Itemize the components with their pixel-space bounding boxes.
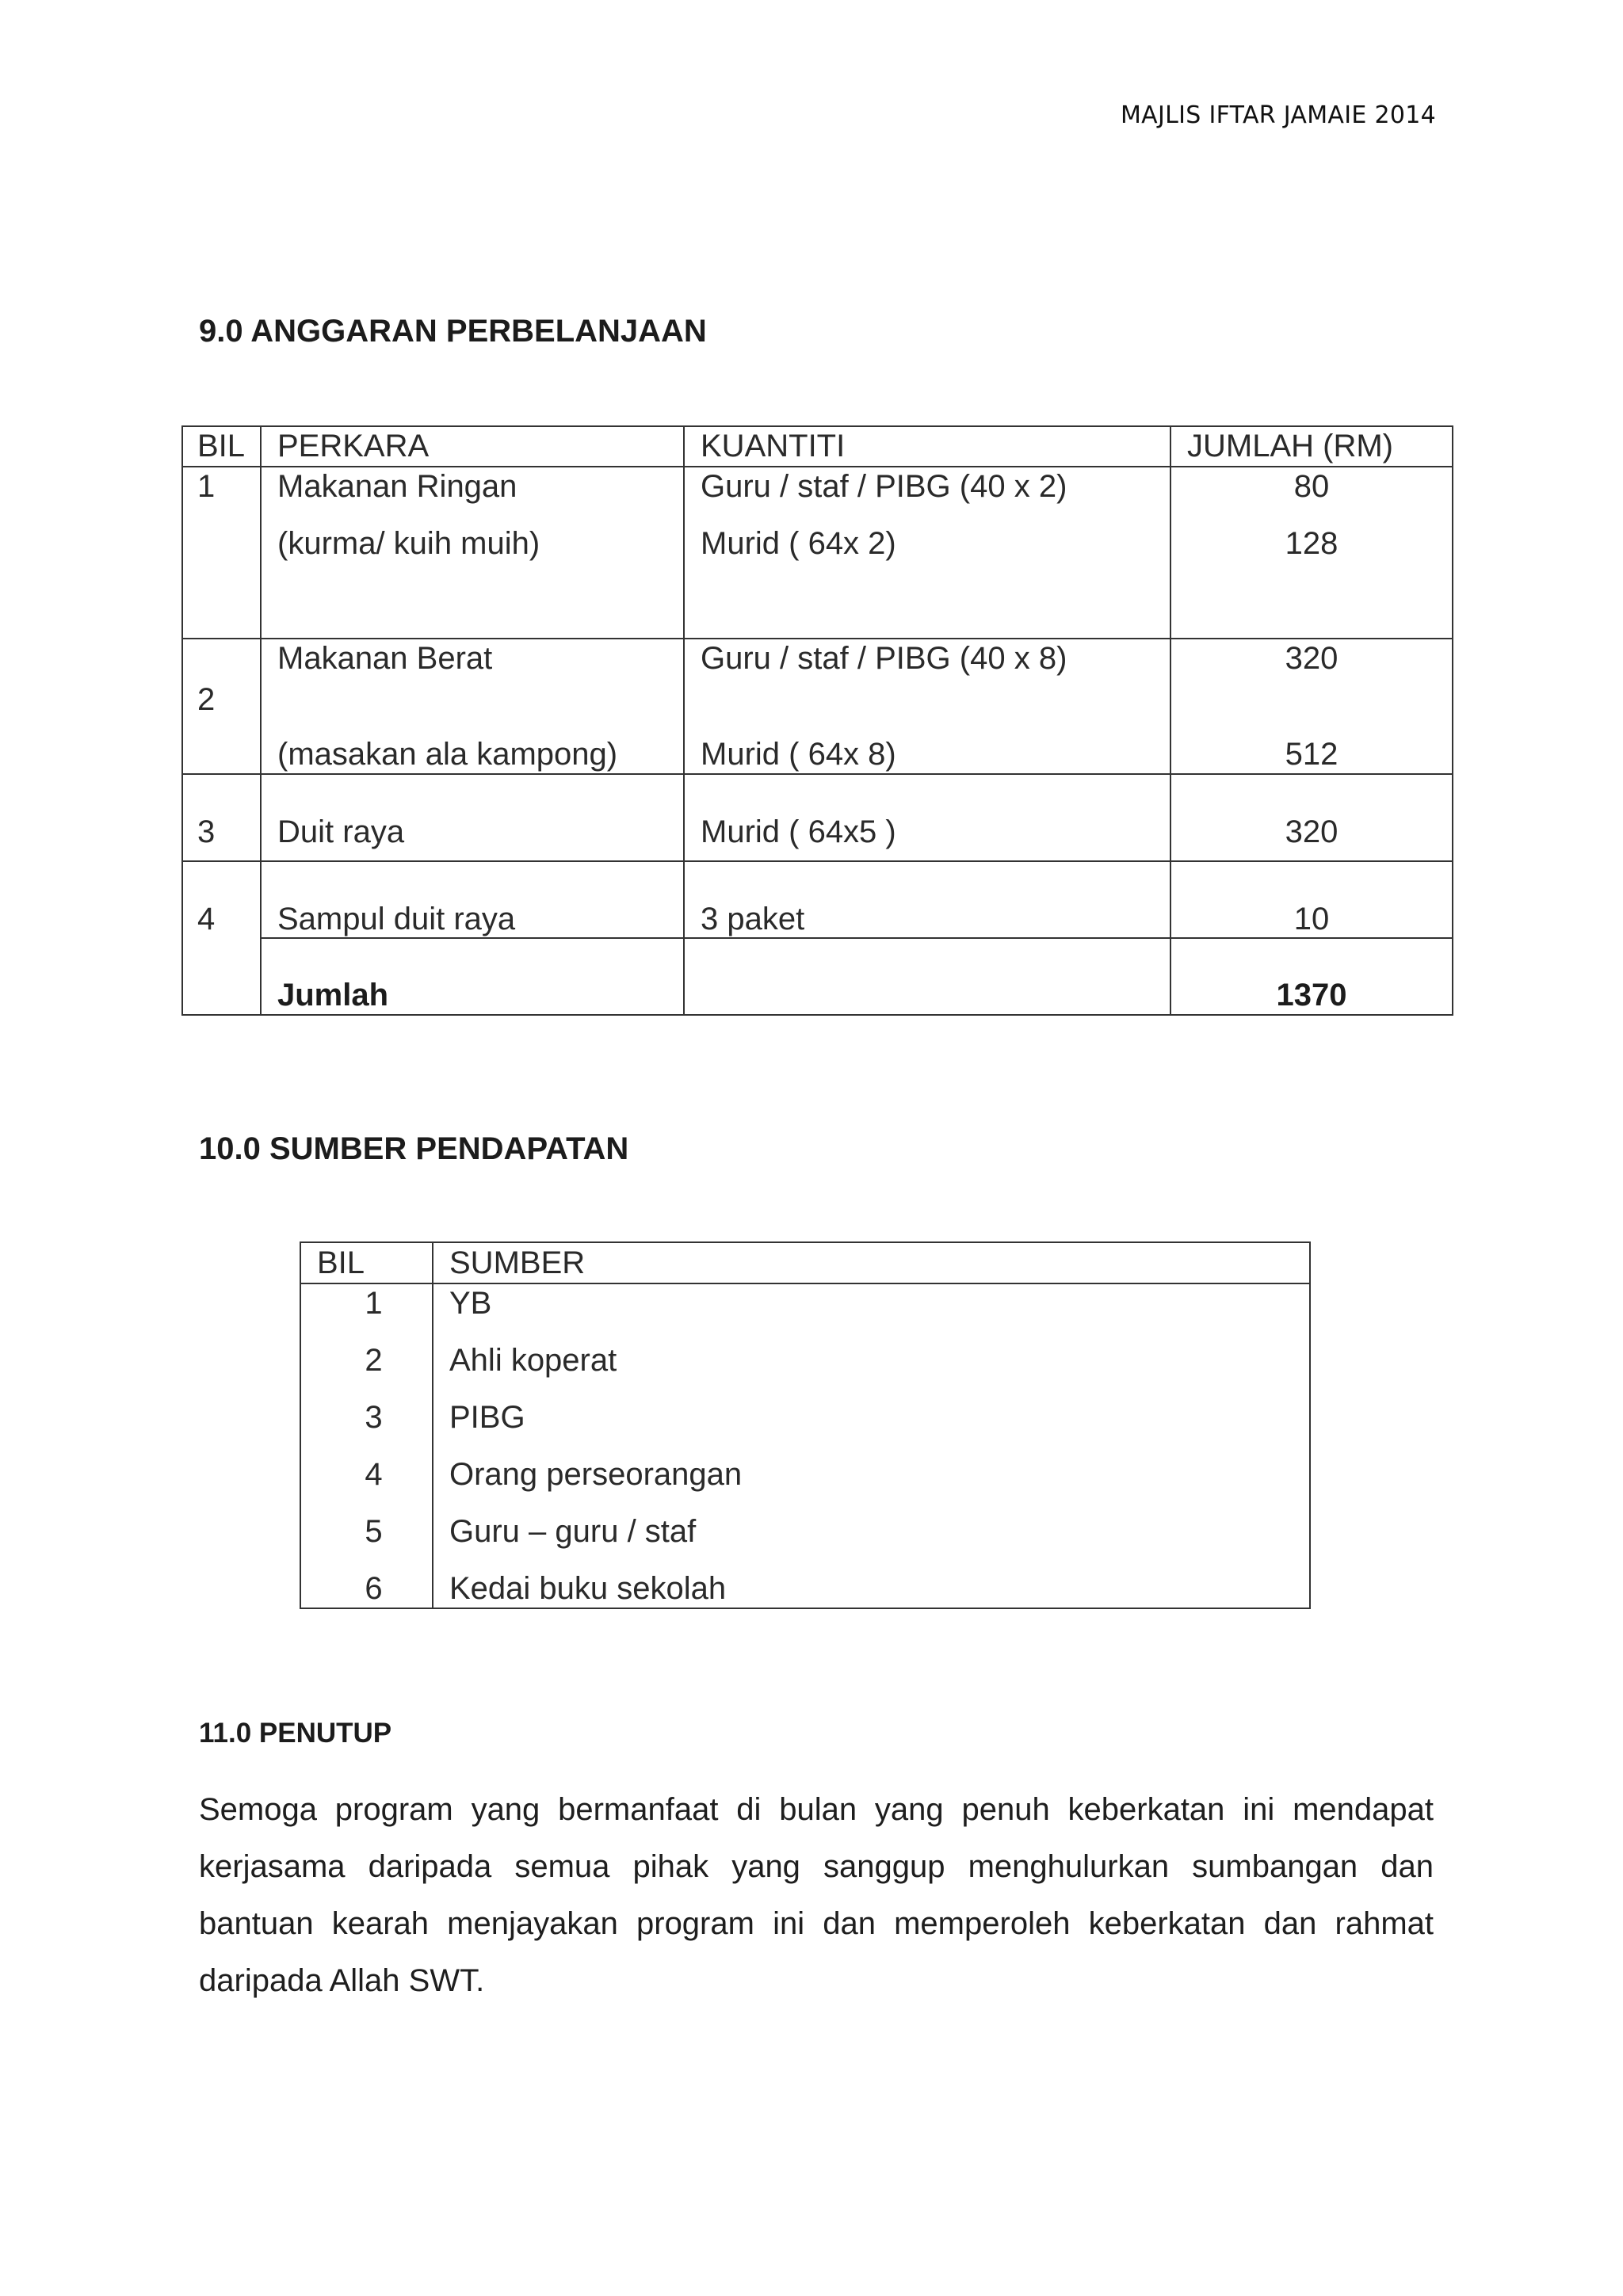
- budget-header-jumlah: JUMLAH (RM): [1170, 426, 1453, 467]
- budget-header-bil: BIL: [182, 426, 261, 467]
- budget-item: Duit raya: [261, 774, 684, 861]
- budget-quantity: Guru / staf / PIBG (40 x 2) Murid ( 64x 2): [684, 467, 1170, 639]
- budget-table: [181, 425, 1453, 1016]
- budget-total-empty: [684, 938, 1170, 1015]
- page-header: MAJLIS IFTAR JAMAIE 2014: [1120, 101, 1436, 129]
- source-name: PIBG: [449, 1400, 525, 1435]
- budget-total-row: [182, 938, 1453, 1015]
- budget-amount: 10: [1170, 861, 1453, 938]
- source-bil: 1: [365, 1286, 383, 1321]
- source-bil: 4: [365, 1457, 383, 1492]
- budget-header-perkara: PERKARA: [261, 426, 684, 467]
- sources-header-sumber: SUMBER: [433, 1242, 1310, 1283]
- sources-bil-column: [300, 1283, 433, 1608]
- sources-header-bil: BIL: [300, 1242, 433, 1283]
- budget-item: Makanan Berat (masakan ala kampong): [261, 639, 684, 774]
- budget-bil: 2: [182, 639, 261, 774]
- budget-row-1: [182, 467, 1453, 639]
- source-bil: 2: [365, 1343, 383, 1378]
- source-bil: 3: [365, 1400, 383, 1435]
- source-bil: 5: [365, 1514, 383, 1549]
- budget-row-4: [182, 861, 1453, 938]
- budget-quantity: Guru / staf / PIBG (40 x 8) Murid ( 64x 8): [684, 639, 1170, 774]
- budget-item: Sampul duit raya: [261, 861, 684, 938]
- sources-table: [300, 1241, 1311, 1609]
- section-11-title: 11.0 PENUTUP: [199, 1718, 392, 1749]
- budget-bil: 4: [182, 861, 261, 1015]
- budget-amount: 320: [1170, 774, 1453, 861]
- budget-amount: 80 128: [1170, 467, 1453, 639]
- sources-name-column: [433, 1283, 1310, 1608]
- source-bil: 6: [365, 1571, 383, 1606]
- sources-body: [300, 1283, 1310, 1608]
- source-name: Orang perseorangan: [449, 1457, 743, 1492]
- budget-amount: 320 512: [1170, 639, 1453, 774]
- budget-row-2: [182, 639, 1453, 774]
- budget-quantity: Murid ( 64x5 ): [684, 774, 1170, 861]
- source-name: Ahli koperat: [449, 1343, 617, 1378]
- section-9-title: 9.0 ANGGARAN PERBELANJAAN: [199, 314, 707, 349]
- budget-row-3: [182, 774, 1453, 861]
- budget-bil: 1: [182, 467, 261, 639]
- budget-header-kuantiti: KUANTITI: [684, 426, 1170, 467]
- sources-header-row: [300, 1242, 1310, 1283]
- budget-header-row: [182, 426, 1453, 467]
- budget-quantity: 3 paket: [684, 861, 1170, 938]
- budget-total-label: Jumlah: [261, 938, 684, 1015]
- source-name: Guru – guru / staf: [449, 1514, 697, 1549]
- budget-item: Makanan Ringan (kurma/ kuih muih): [261, 467, 684, 639]
- closing-paragraph: Semoga program yang bermanfaat di bulan yang penuh keberkatan ini mendapat kerjasama daripada semua pihak yang sanggup menghulurkan sumbangan dan bantuan kearah menjayakan program ini dan memperoleh keberkatan dan rahmat daripada Allah SWT.: [199, 1792, 1434, 1998]
- section-10-title: 10.0 SUMBER PENDAPATAN: [199, 1131, 629, 1166]
- source-name: Kedai buku sekolah: [449, 1571, 727, 1606]
- budget-total-amount: 1370: [1170, 938, 1453, 1015]
- budget-bil: 3: [182, 774, 261, 861]
- source-name: YB: [449, 1286, 492, 1321]
